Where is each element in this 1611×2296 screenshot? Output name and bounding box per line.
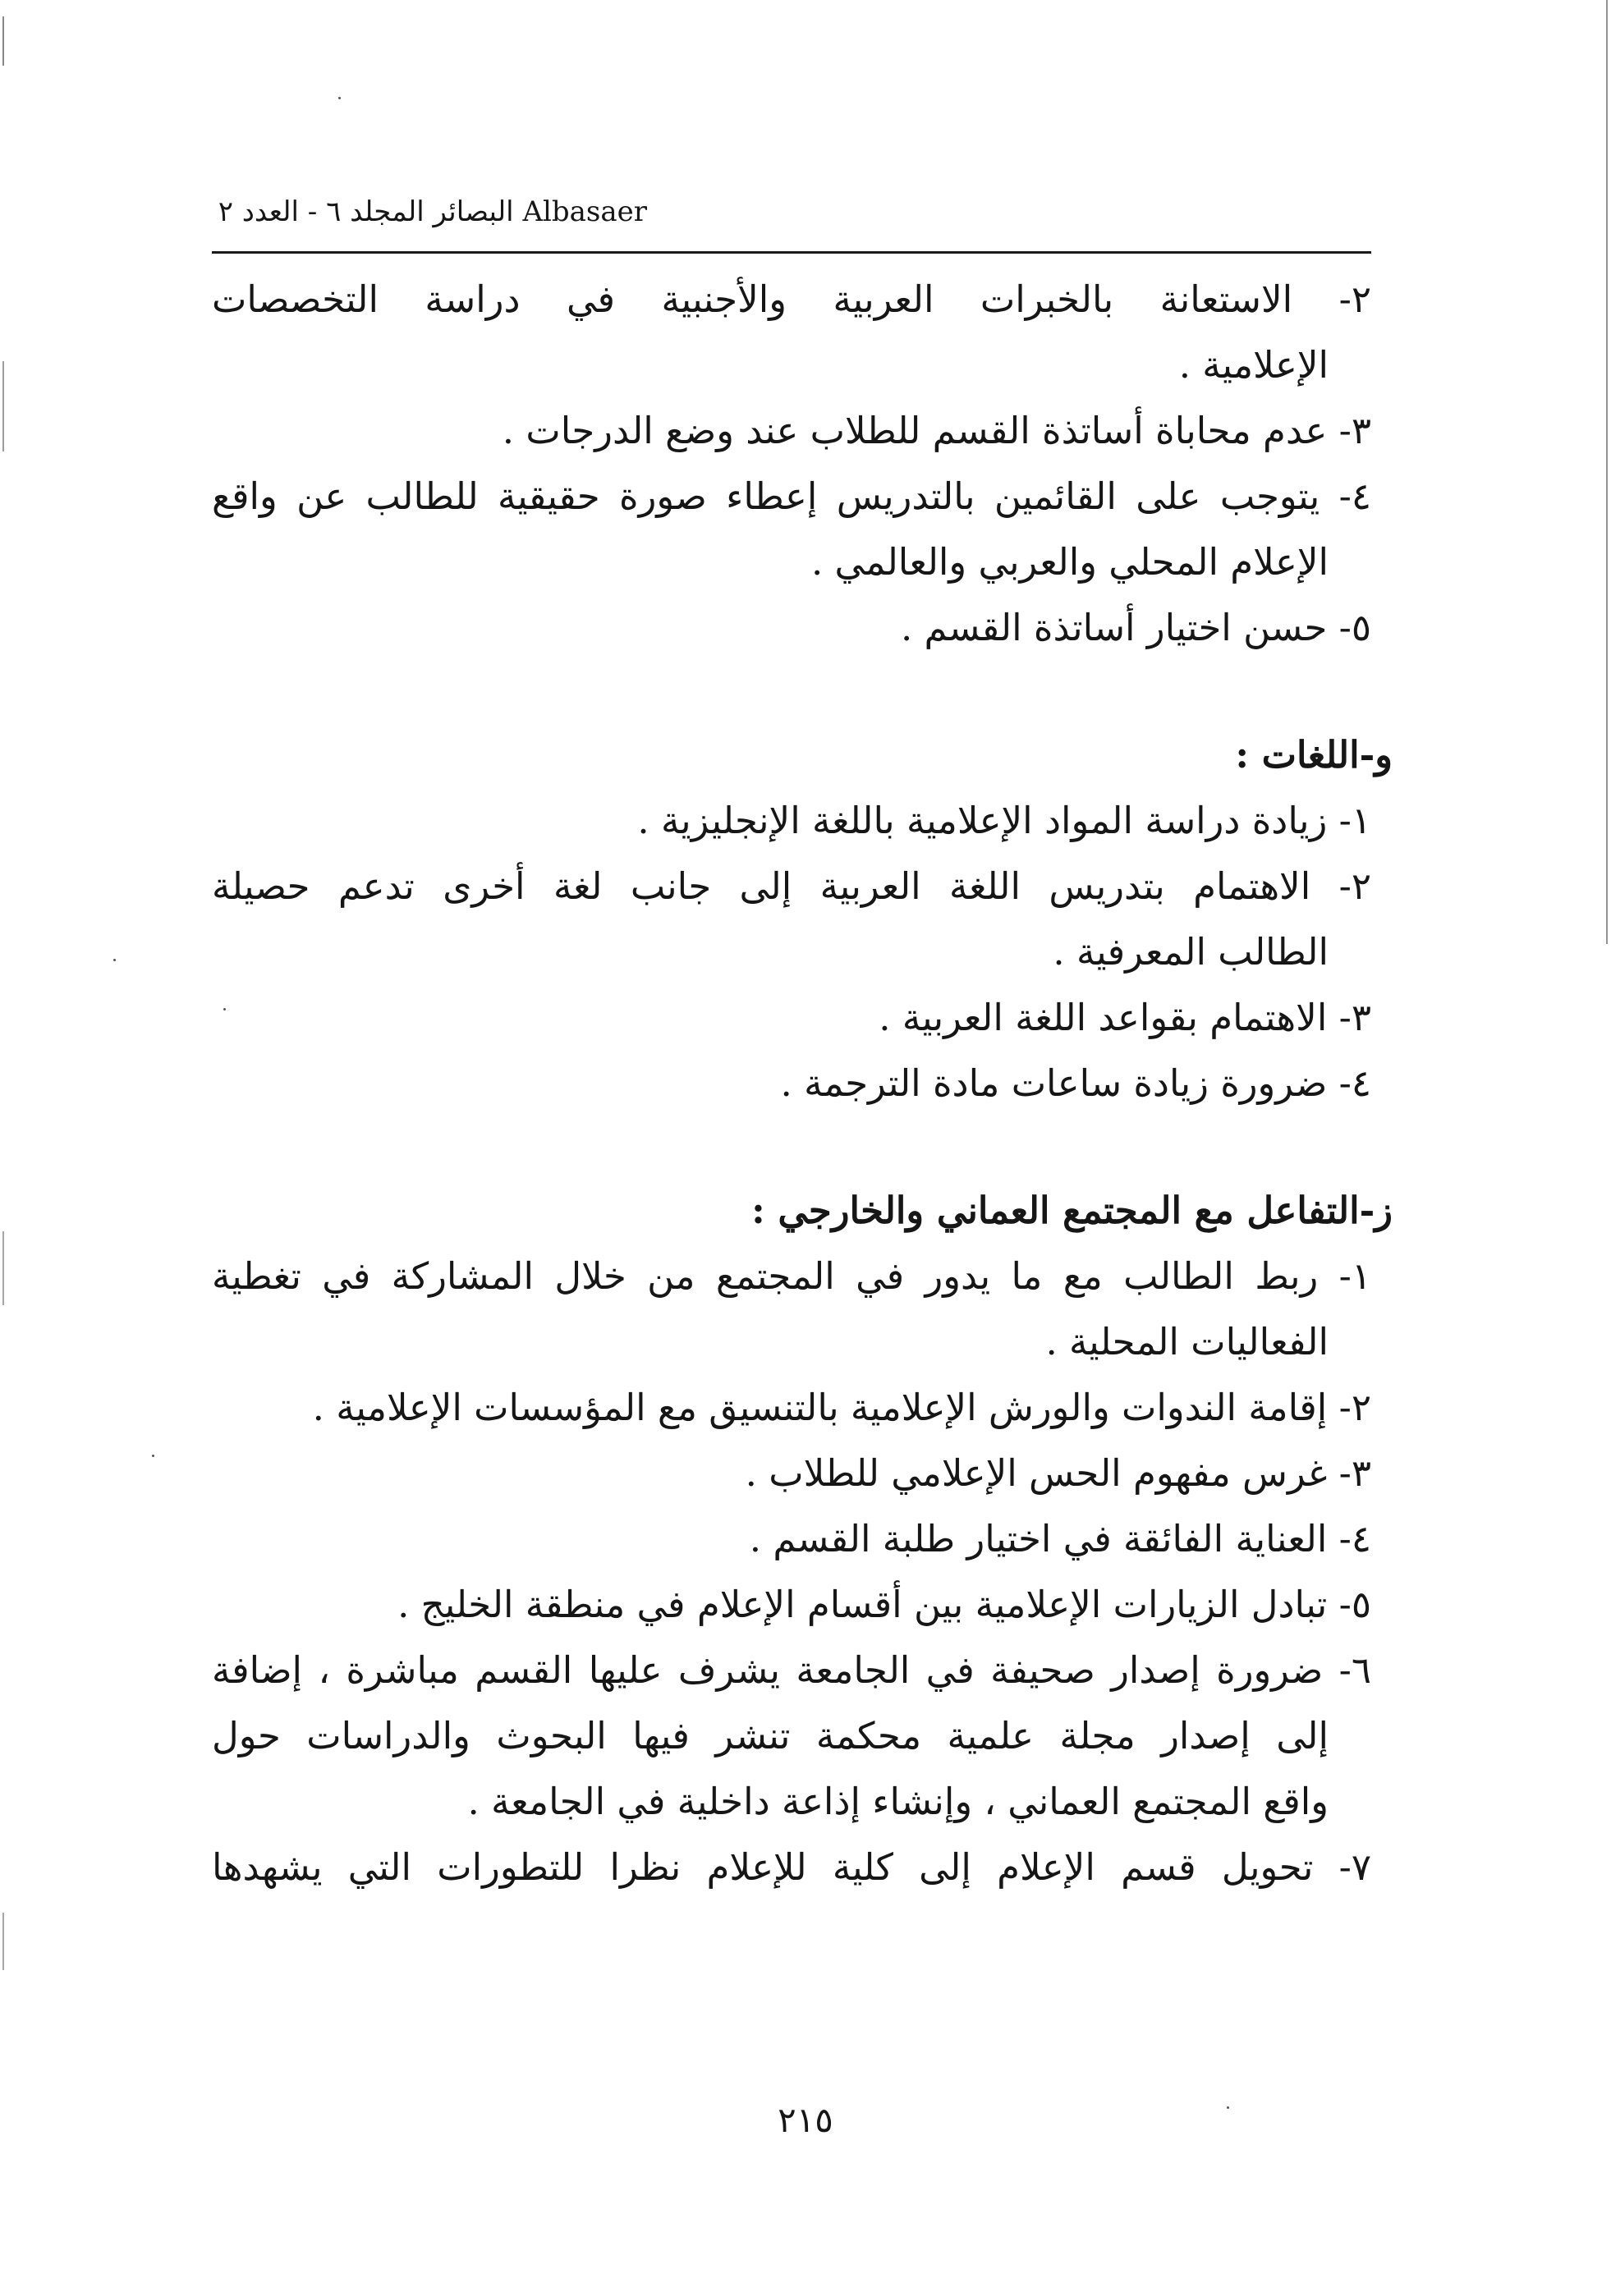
list-item: ٣- الاهتمام بقواعد اللغة العربية . <box>879 996 1371 1039</box>
list-item: ١- ربط الطالب مع ما يدور في المجتمع من خلال المشاركة في تغطية <box>212 1254 1371 1298</box>
section-heading: ز-التفاعل مع المجتمع العماني والخارجي : <box>751 1189 1393 1232</box>
list-item: ٧- تحويل قسم الإعلام إلى كلية للإعلام نظرا للتطورات التي يشهدها <box>212 1845 1371 1889</box>
page-number: ٢١٥ <box>778 2100 833 2140</box>
list-item: ١- زيادة دراسة المواد الإعلامية باللغة الإنجليزية . <box>637 799 1371 842</box>
list-item: ٤- ضرورة زيادة ساعات مادة الترجمة . <box>780 1061 1371 1105</box>
list-item: ٢- الاستعانة بالخبرات العربية والأجنبية في دراسة التخصصات <box>212 277 1371 321</box>
list-item: ٢- إقامة الندوات والورش الإعلامية بالتنسيق مع المؤسسات الإعلامية . <box>312 1386 1371 1429</box>
list-item: ٤- يتوجب على القائمين بالتدريس إعطاء صورة حقيقية للطالب عن واقع <box>212 474 1371 518</box>
list-item-continuation: إلى إصدار مجلة علمية محكمة تنشر فيها البحوث والدراسات حول <box>212 1714 1329 1758</box>
scan-edge-mark <box>2 361 4 451</box>
scan-speck <box>152 1455 154 1457</box>
list-item: ٤- العناية الفائقة في اختيار طلبة القسم . <box>749 1517 1371 1560</box>
scan-speck <box>338 97 341 99</box>
list-item: ٢- الاهتمام بتدريس اللغة العربية إلى جانب لغة أخرى تدعم حصيلة <box>212 864 1371 908</box>
scan-edge-mark <box>1606 0 1608 944</box>
list-item-continuation: الطالب المعرفية . <box>1053 930 1329 974</box>
list-item-continuation: الإعلامية . <box>1178 343 1329 387</box>
list-item: ٥- حسن اختيار أساتذة القسم . <box>900 606 1371 649</box>
scan-edge-mark <box>2 1913 4 1970</box>
list-item: ٦- ضرورة إصدار صحيفة في الجامعة يشرف عليها القسم مباشرة ، إضافة <box>212 1648 1371 1692</box>
list-item-continuation: واقع المجتمع العماني ، وإنشاء إذاعة داخلية في الجامعة . <box>467 1780 1329 1823</box>
scan-speck <box>113 959 116 961</box>
list-item: ٣- غرس مفهوم الحس الإعلامي للطلاب . <box>745 1451 1371 1495</box>
scan-edge-mark <box>2 1231 4 1305</box>
list-item-continuation: الفعاليات المحلية . <box>1045 1320 1329 1363</box>
header-rule <box>212 251 1371 254</box>
list-item: ٣- عدم محاباة أساتذة القسم للطلاب عند وضع الدرجات . <box>502 409 1371 452</box>
list-item: ٥- تبادل الزيارات الإعلامية بين أقسام الإعلام في منطقة الخليج . <box>397 1583 1371 1626</box>
section-heading: و-اللغات : <box>1235 733 1393 777</box>
running-header: Albasaer البصائر المجلد ٦ - العدد ٢ <box>218 195 647 228</box>
scan-speck <box>1227 2106 1229 2109</box>
list-item-continuation: الإعلام المحلي والعربي والعالمي . <box>810 540 1329 584</box>
scan-edge-mark <box>2 16 4 66</box>
